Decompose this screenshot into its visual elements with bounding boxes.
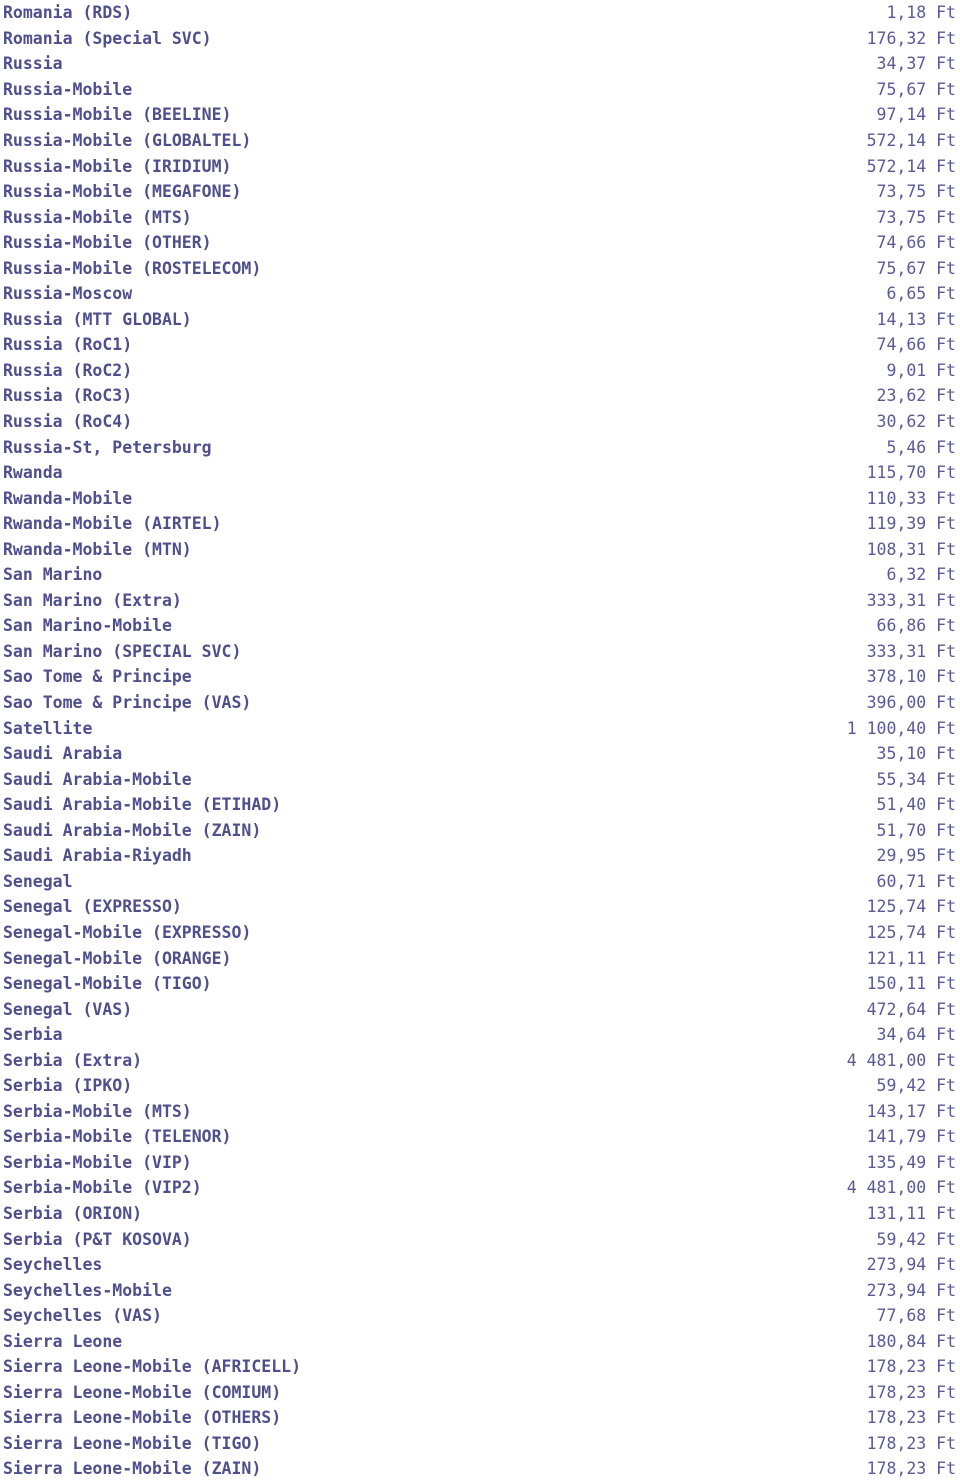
destination-name: Rwanda-Mobile (AIRTEL): [3, 514, 222, 534]
table-row: [0, 818, 960, 844]
destination-name: Serbia: [3, 1025, 63, 1045]
rate-price: 178,23 Ft: [866, 1408, 956, 1428]
destination-name: Serbia-Mobile (VIP2): [3, 1178, 202, 1198]
table-row: [0, 792, 960, 818]
rate-price: 131,11 Ft: [866, 1203, 956, 1223]
rate-price: 110,33 Ft: [866, 488, 956, 508]
table-row: [0, 153, 960, 179]
table-row: [0, 945, 960, 971]
rate-price: 180,84 Ft: [866, 1331, 956, 1351]
table-row: [0, 26, 960, 52]
destination-name: Sierra Leone: [3, 1331, 123, 1351]
destination-name: Saudi Arabia-Mobile (ZAIN): [3, 820, 262, 840]
table-row: [0, 255, 960, 281]
destination-name: Sierra Leone-Mobile (OTHERS): [3, 1408, 282, 1428]
table-row: [0, 1380, 960, 1406]
destination-name: Russia-Mobile (MTS): [3, 207, 192, 227]
destination-name: Russia-Mobile (MEGAFONE): [3, 182, 242, 202]
rate-price: 115,70 Ft: [866, 463, 956, 483]
rate-price: 143,17 Ft: [866, 1101, 956, 1121]
destination-name: Sierra Leone-Mobile (AFRICELL): [3, 1357, 302, 1377]
table-row: [0, 715, 960, 741]
rate-price: 121,11 Ft: [866, 948, 956, 968]
rate-price: 1 100,40 Ft: [846, 718, 956, 738]
table-row: [0, 307, 960, 333]
rate-price: 108,31 Ft: [866, 539, 956, 559]
rate-price: 5,46 Ft: [886, 437, 956, 457]
rate-price: 176,32 Ft: [866, 28, 956, 48]
table-row: [0, 1328, 960, 1354]
rate-price: 51,70 Ft: [876, 820, 956, 840]
table-row: [0, 1201, 960, 1227]
destination-name: Russia-Mobile (OTHER): [3, 233, 212, 253]
destination-name: San Marino-Mobile: [3, 616, 172, 636]
table-row: [0, 128, 960, 154]
destination-name: Serbia (ORION): [3, 1203, 143, 1223]
table-row: [0, 1022, 960, 1048]
table-row: [0, 485, 960, 511]
rate-price: 150,11 Ft: [866, 974, 956, 994]
destination-name: Serbia-Mobile (MTS): [3, 1101, 192, 1121]
table-row: [0, 383, 960, 409]
rate-price: 572,14 Ft: [866, 131, 956, 150]
destination-name: Serbia (P&T KOSOVA): [3, 1229, 192, 1249]
rate-price: 396,00 Ft: [866, 693, 956, 713]
destination-name: Senegal-Mobile (TIGO): [3, 974, 212, 994]
rate-price: 75,67 Ft: [876, 258, 956, 278]
table-row: [0, 1277, 960, 1303]
destination-name: Senegal-Mobile (ORANGE): [3, 948, 232, 968]
rate-price: 35,10 Ft: [876, 744, 956, 764]
destination-name: Satellite: [3, 718, 93, 738]
destination-name: Seychelles (VAS): [3, 1306, 162, 1326]
rate-price: 74,66 Ft: [876, 233, 956, 253]
destination-name: Romania (RDS): [3, 3, 133, 23]
table-row: [0, 51, 960, 77]
destination-name: Russia-Mobile (GLOBALTEL): [3, 131, 252, 150]
table-row: [0, 562, 960, 588]
destination-name: Senegal (VAS): [3, 999, 133, 1019]
table-row: [0, 639, 960, 665]
table-row: [0, 281, 960, 307]
table-row: [0, 1456, 960, 1482]
table-row: [0, 588, 960, 614]
table-row: [0, 920, 960, 946]
table-row: [0, 1354, 960, 1380]
rate-price: 6,32 Ft: [886, 565, 956, 585]
destination-name: Senegal (EXPRESSO): [3, 897, 182, 917]
destination-name: Serbia-Mobile (TELENOR): [3, 1127, 232, 1147]
destination-name: Seychelles-Mobile: [3, 1280, 172, 1300]
destination-name: Russia-Mobile (BEELINE): [3, 105, 232, 125]
rate-price: 1,18 Ft: [886, 3, 956, 23]
table-row: [0, 996, 960, 1022]
rate-price: 273,94 Ft: [866, 1280, 956, 1300]
destination-name: Romania (Special SVC): [3, 28, 212, 48]
table-row: [0, 1226, 960, 1252]
rate-price: 59,42 Ft: [876, 1229, 956, 1249]
table-row: [0, 460, 960, 486]
table-row: [0, 511, 960, 537]
table-row: [0, 1099, 960, 1125]
table-row: [0, 332, 960, 358]
table-row: [0, 1252, 960, 1278]
table-row: [0, 971, 960, 997]
table-row: [0, 1124, 960, 1150]
table-row: [0, 1303, 960, 1329]
rate-price: 73,75 Ft: [876, 207, 956, 227]
rate-price: 4 481,00 Ft: [846, 1050, 956, 1070]
destination-name: Russia (RoC1): [3, 335, 133, 355]
rate-price: 29,95 Ft: [876, 846, 956, 866]
rate-price: 60,71 Ft: [876, 871, 956, 891]
table-row: [0, 1073, 960, 1099]
table-row: [0, 77, 960, 103]
destination-name: Serbia-Mobile (VIP): [3, 1152, 192, 1172]
destination-name: Russia-Mobile (ROSTELECOM): [3, 258, 262, 278]
destination-name: Russia-Mobile: [3, 79, 133, 99]
rate-price: 125,74 Ft: [866, 897, 956, 917]
rate-price: 472,64 Ft: [866, 999, 956, 1019]
destination-name: San Marino: [3, 565, 103, 585]
table-row: [0, 409, 960, 435]
rate-price: 55,34 Ft: [876, 769, 956, 789]
rate-price: 74,66 Ft: [876, 335, 956, 355]
rate-price: 66,86 Ft: [876, 616, 956, 636]
table-row: [0, 102, 960, 128]
destination-name: Sierra Leone-Mobile (ZAIN): [3, 1459, 262, 1479]
table-row: [0, 1047, 960, 1073]
destination-name: Rwanda-Mobile: [3, 488, 133, 508]
rate-price: 572,14 Ft: [866, 156, 956, 176]
rate-price: 333,31 Ft: [866, 641, 956, 661]
rate-price: 178,23 Ft: [866, 1382, 956, 1402]
table-row: [0, 766, 960, 792]
rate-price: 97,14 Ft: [876, 105, 956, 125]
destination-name: Sierra Leone-Mobile (COMIUM): [3, 1382, 282, 1402]
table-row: [0, 230, 960, 256]
table-row: [0, 664, 960, 690]
rate-price: 273,94 Ft: [866, 1255, 956, 1275]
table-row: [0, 741, 960, 767]
rate-price: 4 481,00 Ft: [846, 1178, 956, 1198]
table-row: [0, 1150, 960, 1176]
rate-price: 178,23 Ft: [866, 1459, 956, 1479]
rate-price: 75,67 Ft: [876, 79, 956, 99]
destination-name: Russia (RoC3): [3, 386, 133, 406]
rate-price: 125,74 Ft: [866, 922, 956, 942]
table-row: [0, 869, 960, 895]
destination-name: Senegal-Mobile (EXPRESSO): [3, 922, 252, 942]
destination-name: Senegal: [3, 871, 73, 891]
rate-price: 14,13 Ft: [876, 309, 956, 329]
rate-price: 34,37 Ft: [876, 54, 956, 74]
destination-name: Sierra Leone-Mobile (TIGO): [3, 1433, 262, 1453]
table-row: [0, 690, 960, 716]
destination-name: Saudi Arabia-Mobile: [3, 769, 192, 789]
destination-name: Saudi Arabia: [3, 744, 123, 764]
destination-name: Russia: [3, 54, 63, 74]
destination-name: San Marino (SPECIAL SVC): [3, 641, 242, 661]
destination-name: Saudi Arabia-Mobile (ETIHAD): [3, 795, 282, 815]
destination-name: Seychelles: [3, 1255, 103, 1275]
table-row: [0, 1175, 960, 1201]
rate-price: 51,40 Ft: [876, 795, 956, 815]
destination-name: Russia-Moscow: [3, 284, 133, 304]
table-row: [0, 1431, 960, 1457]
destination-name: Russia (MTT GLOBAL): [3, 309, 192, 329]
rate-price: 178,23 Ft: [866, 1433, 956, 1453]
rate-price: 30,62 Ft: [876, 412, 956, 432]
destination-name: Russia (RoC2): [3, 360, 133, 380]
table-row: [0, 434, 960, 460]
destination-name: Serbia (IPKO): [3, 1076, 133, 1096]
rate-price: 6,65 Ft: [886, 284, 956, 304]
destination-name: Russia-St, Petersburg: [3, 437, 212, 457]
table-row: [0, 613, 960, 639]
destination-name: San Marino (Extra): [3, 590, 182, 610]
rate-price: 77,68 Ft: [876, 1306, 956, 1326]
destination-name: Rwanda-Mobile (MTN): [3, 539, 192, 559]
destination-name: Sao Tome & Principe: [3, 667, 192, 687]
rate-price: 141,79 Ft: [866, 1127, 956, 1147]
table-row: [0, 0, 960, 26]
rate-price: 119,39 Ft: [866, 514, 956, 534]
rate-price: 9,01 Ft: [886, 360, 956, 380]
table-row: [0, 1405, 960, 1431]
rate-price: 333,31 Ft: [866, 590, 956, 610]
destination-name: Saudi Arabia-Riyadh: [3, 846, 192, 866]
rate-price: 135,49 Ft: [866, 1152, 956, 1172]
table-row: [0, 894, 960, 920]
rate-price: 178,23 Ft: [866, 1357, 956, 1377]
destination-name: Rwanda: [3, 463, 63, 483]
table-row: [0, 179, 960, 205]
destination-name: Serbia (Extra): [3, 1050, 143, 1070]
destination-name: Russia (RoC4): [3, 412, 133, 432]
table-row: [0, 536, 960, 562]
rate-price: 59,42 Ft: [876, 1076, 956, 1096]
destination-name: Sao Tome & Principe (VAS): [3, 693, 252, 713]
table-row: [0, 358, 960, 384]
rate-price: 23,62 Ft: [876, 386, 956, 406]
rate-price: 73,75 Ft: [876, 182, 956, 202]
rate-price: 34,64 Ft: [876, 1025, 956, 1045]
table-row: [0, 204, 960, 230]
destination-name: Russia-Mobile (IRIDIUM): [3, 156, 232, 176]
rate-price: 378,10 Ft: [866, 667, 956, 687]
table-row: [0, 843, 960, 869]
